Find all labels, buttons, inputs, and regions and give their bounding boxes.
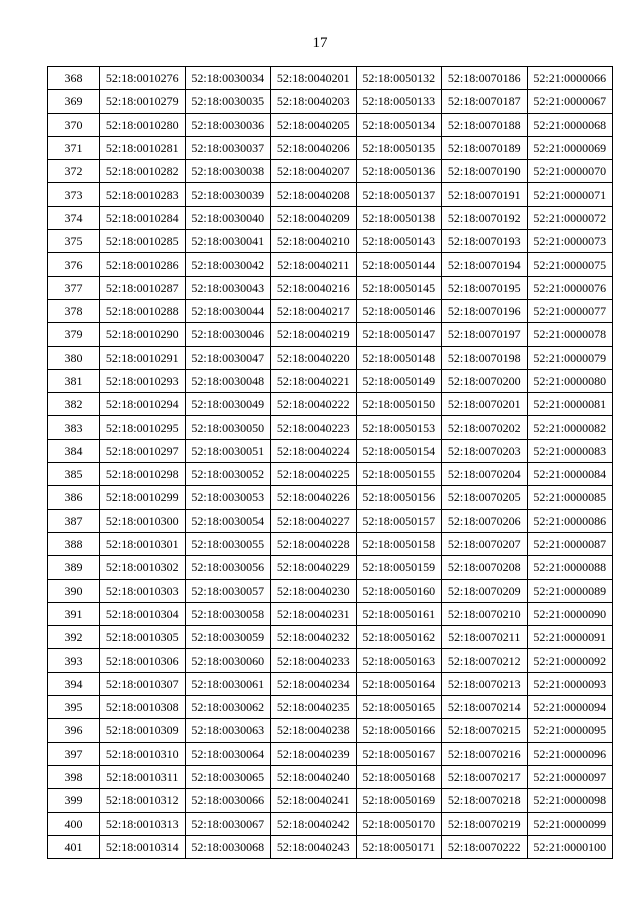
cadastral-number-cell: 52:18:0050146 (356, 299, 442, 322)
cadastral-number-cell: 52:18:0030052 (185, 463, 271, 486)
cadastral-number-cell: 52:21:0000069 (527, 136, 613, 159)
cadastral-number-cell: 52:18:0050170 (356, 812, 442, 835)
cadastral-number-cell: 52:18:0030063 (185, 719, 271, 742)
row-number-cell: 377 (48, 276, 100, 299)
cadastral-number-cell: 52:21:0000092 (527, 649, 613, 672)
table-row (48, 742, 613, 765)
table-row (48, 136, 613, 159)
cadastral-number-cell: 52:18:0050166 (356, 719, 442, 742)
cadastral-number-cell: 52:21:0000077 (527, 299, 613, 322)
cadastral-number-cell: 52:18:0040222 (271, 393, 357, 416)
cadastral-number-cell: 52:21:0000085 (527, 486, 613, 509)
cadastral-number-cell: 52:18:0030034 (185, 67, 271, 90)
cadastral-number-cell: 52:21:0000079 (527, 346, 613, 369)
cadastral-number-cell: 52:18:0070208 (442, 556, 528, 579)
table-row (48, 276, 613, 299)
row-number-cell: 370 (48, 113, 100, 136)
cadastral-number-cell: 52:18:0040206 (271, 136, 357, 159)
table-row (48, 835, 613, 858)
cadastral-number-cell: 52:18:0070211 (442, 626, 528, 649)
cadastral-number-cell: 52:18:0040217 (271, 299, 357, 322)
cadastral-number-cell: 52:18:0070187 (442, 90, 528, 113)
row-number-cell: 393 (48, 649, 100, 672)
cadastral-number-cell: 52:18:0040230 (271, 579, 357, 602)
cadastral-number-cell: 52:18:0040240 (271, 765, 357, 788)
cadastral-numbers-table (47, 66, 613, 859)
row-number-cell: 373 (48, 183, 100, 206)
cadastral-number-cell: 52:18:0040238 (271, 719, 357, 742)
cadastral-number-cell: 52:18:0030048 (185, 369, 271, 392)
row-number-cell: 395 (48, 696, 100, 719)
cadastral-number-cell: 52:21:0000087 (527, 532, 613, 555)
cadastral-number-cell: 52:18:0070197 (442, 323, 528, 346)
row-number-cell: 384 (48, 439, 100, 462)
cadastral-number-cell: 52:18:0010306 (100, 649, 186, 672)
cadastral-number-cell: 52:18:0030040 (185, 206, 271, 229)
cadastral-number-cell: 52:18:0070217 (442, 765, 528, 788)
cadastral-number-cell: 52:18:0050135 (356, 136, 442, 159)
table-body (48, 67, 613, 859)
cadastral-number-cell: 52:21:0000086 (527, 509, 613, 532)
cadastral-number-cell: 52:18:0040203 (271, 90, 357, 113)
cadastral-number-cell: 52:18:0070203 (442, 439, 528, 462)
cadastral-number-cell: 52:18:0030060 (185, 649, 271, 672)
cadastral-number-cell: 52:18:0070204 (442, 463, 528, 486)
cadastral-number-cell: 52:18:0030039 (185, 183, 271, 206)
cadastral-number-cell: 52:18:0040234 (271, 672, 357, 695)
cadastral-number-cell: 52:18:0010313 (100, 812, 186, 835)
cadastral-number-cell: 52:18:0070205 (442, 486, 528, 509)
cadastral-number-cell: 52:18:0010291 (100, 346, 186, 369)
row-number-cell: 401 (48, 835, 100, 858)
cadastral-number-cell: 52:18:0050158 (356, 532, 442, 555)
cadastral-number-cell: 52:18:0070189 (442, 136, 528, 159)
cadastral-number-cell: 52:18:0040211 (271, 253, 357, 276)
cadastral-number-cell: 52:18:0070196 (442, 299, 528, 322)
table-row (48, 113, 613, 136)
cadastral-number-cell: 52:18:0040208 (271, 183, 357, 206)
table-row (48, 719, 613, 742)
table-row (48, 672, 613, 695)
cadastral-number-cell: 52:18:0030056 (185, 556, 271, 579)
row-number-cell: 398 (48, 765, 100, 788)
table-row (48, 323, 613, 346)
cadastral-number-cell: 52:18:0050167 (356, 742, 442, 765)
cadastral-number-cell: 52:18:0070218 (442, 789, 528, 812)
row-number-cell: 399 (48, 789, 100, 812)
cadastral-number-cell: 52:18:0010297 (100, 439, 186, 462)
cadastral-number-cell: 52:18:0030049 (185, 393, 271, 416)
row-number-cell: 380 (48, 346, 100, 369)
cadastral-number-cell: 52:18:0010293 (100, 369, 186, 392)
cadastral-number-cell: 52:21:0000078 (527, 323, 613, 346)
row-number-cell: 382 (48, 393, 100, 416)
cadastral-number-cell: 52:18:0010311 (100, 765, 186, 788)
cadastral-number-cell: 52:18:0040228 (271, 532, 357, 555)
cadastral-number-cell: 52:18:0050171 (356, 835, 442, 858)
cadastral-number-cell: 52:18:0010298 (100, 463, 186, 486)
cadastral-number-cell: 52:21:0000067 (527, 90, 613, 113)
cadastral-number-cell: 52:18:0030041 (185, 230, 271, 253)
cadastral-number-cell: 52:18:0010283 (100, 183, 186, 206)
row-number-cell: 375 (48, 230, 100, 253)
cadastral-number-cell: 52:21:0000095 (527, 719, 613, 742)
cadastral-number-cell: 52:18:0030050 (185, 416, 271, 439)
cadastral-number-cell: 52:18:0040201 (271, 67, 357, 90)
row-number-cell: 374 (48, 206, 100, 229)
cadastral-number-cell: 52:18:0050159 (356, 556, 442, 579)
table-row (48, 579, 613, 602)
cadastral-number-cell: 52:18:0030042 (185, 253, 271, 276)
row-number-cell: 385 (48, 463, 100, 486)
cadastral-number-cell: 52:21:0000080 (527, 369, 613, 392)
cadastral-number-cell: 52:18:0010314 (100, 835, 186, 858)
cadastral-number-cell: 52:18:0030065 (185, 765, 271, 788)
cadastral-number-cell: 52:18:0040209 (271, 206, 357, 229)
cadastral-number-cell: 52:18:0030037 (185, 136, 271, 159)
cadastral-number-cell: 52:18:0070213 (442, 672, 528, 695)
table-row (48, 90, 613, 113)
cadastral-number-cell: 52:18:0030054 (185, 509, 271, 532)
cadastral-number-cell: 52:18:0010309 (100, 719, 186, 742)
cadastral-number-cell: 52:18:0010284 (100, 206, 186, 229)
cadastral-number-cell: 52:18:0010302 (100, 556, 186, 579)
table-row (48, 230, 613, 253)
cadastral-number-cell: 52:18:0030057 (185, 579, 271, 602)
cadastral-number-cell: 52:18:0030036 (185, 113, 271, 136)
cadastral-number-cell: 52:18:0050133 (356, 90, 442, 113)
cadastral-number-cell: 52:18:0030064 (185, 742, 271, 765)
row-number-cell: 390 (48, 579, 100, 602)
cadastral-number-cell: 52:18:0070188 (442, 113, 528, 136)
table-row (48, 369, 613, 392)
cadastral-number-cell: 52:18:0070207 (442, 532, 528, 555)
cadastral-number-cell: 52:21:0000098 (527, 789, 613, 812)
row-number-cell: 397 (48, 742, 100, 765)
cadastral-number-cell: 52:18:0070212 (442, 649, 528, 672)
cadastral-number-cell: 52:18:0070209 (442, 579, 528, 602)
row-number-cell: 386 (48, 486, 100, 509)
cadastral-number-cell: 52:18:0070195 (442, 276, 528, 299)
cadastral-number-cell: 52:18:0070186 (442, 67, 528, 90)
cadastral-number-cell: 52:18:0040243 (271, 835, 357, 858)
cadastral-number-cell: 52:18:0070216 (442, 742, 528, 765)
cadastral-number-cell: 52:18:0050147 (356, 323, 442, 346)
cadastral-number-cell: 52:18:0070206 (442, 509, 528, 532)
cadastral-number-cell: 52:18:0050161 (356, 602, 442, 625)
cadastral-number-cell: 52:21:0000088 (527, 556, 613, 579)
cadastral-number-cell: 52:18:0040223 (271, 416, 357, 439)
cadastral-number-cell: 52:18:0050153 (356, 416, 442, 439)
cadastral-number-cell: 52:21:0000084 (527, 463, 613, 486)
cadastral-number-cell: 52:18:0070215 (442, 719, 528, 742)
cadastral-number-cell: 52:18:0050149 (356, 369, 442, 392)
cadastral-number-cell: 52:18:0010280 (100, 113, 186, 136)
cadastral-number-cell: 52:18:0050134 (356, 113, 442, 136)
cadastral-number-cell: 52:18:0010300 (100, 509, 186, 532)
row-number-cell: 392 (48, 626, 100, 649)
cadastral-number-cell: 52:18:0050143 (356, 230, 442, 253)
cadastral-number-cell: 52:18:0040226 (271, 486, 357, 509)
cadastral-number-cell: 52:18:0040232 (271, 626, 357, 649)
table-row (48, 206, 613, 229)
cadastral-number-cell: 52:18:0010287 (100, 276, 186, 299)
cadastral-number-cell: 52:18:0050163 (356, 649, 442, 672)
cadastral-number-cell: 52:18:0040207 (271, 160, 357, 183)
cadastral-number-cell: 52:18:0030061 (185, 672, 271, 695)
cadastral-number-cell: 52:21:0000068 (527, 113, 613, 136)
row-number-cell: 381 (48, 369, 100, 392)
cadastral-number-cell: 52:21:0000072 (527, 206, 613, 229)
cadastral-number-cell: 52:18:0010303 (100, 579, 186, 602)
row-number-cell: 394 (48, 672, 100, 695)
cadastral-number-cell: 52:18:0010308 (100, 696, 186, 719)
cadastral-number-cell: 52:18:0010276 (100, 67, 186, 90)
cadastral-number-cell: 52:18:0050157 (356, 509, 442, 532)
cadastral-number-cell: 52:18:0050154 (356, 439, 442, 462)
cadastral-number-cell: 52:18:0070190 (442, 160, 528, 183)
cadastral-number-cell: 52:18:0030066 (185, 789, 271, 812)
cadastral-number-cell: 52:18:0010281 (100, 136, 186, 159)
cadastral-number-cell: 52:18:0040205 (271, 113, 357, 136)
table-row (48, 696, 613, 719)
cadastral-number-cell: 52:18:0010279 (100, 90, 186, 113)
table-row (48, 67, 613, 90)
table-row (48, 602, 613, 625)
row-number-cell: 396 (48, 719, 100, 742)
table-row (48, 789, 613, 812)
cadastral-number-cell: 52:18:0070198 (442, 346, 528, 369)
cadastral-number-cell: 52:18:0050160 (356, 579, 442, 602)
cadastral-number-cell: 52:18:0010312 (100, 789, 186, 812)
cadastral-number-cell: 52:18:0050156 (356, 486, 442, 509)
cadastral-number-cell: 52:18:0040239 (271, 742, 357, 765)
table-row (48, 183, 613, 206)
cadastral-number-cell: 52:18:0070193 (442, 230, 528, 253)
cadastral-number-cell: 52:21:0000089 (527, 579, 613, 602)
cadastral-number-cell: 52:18:0070191 (442, 183, 528, 206)
cadastral-number-cell: 52:18:0030046 (185, 323, 271, 346)
table-row (48, 416, 613, 439)
cadastral-number-cell: 52:21:0000093 (527, 672, 613, 695)
cadastral-number-cell: 52:18:0040231 (271, 602, 357, 625)
row-number-cell: 368 (48, 67, 100, 90)
table-row (48, 556, 613, 579)
table-row (48, 463, 613, 486)
page-number: 17 (312, 35, 328, 51)
row-number-cell: 383 (48, 416, 100, 439)
cadastral-number-cell: 52:18:0040233 (271, 649, 357, 672)
table-row (48, 346, 613, 369)
cadastral-number-cell: 52:18:0040229 (271, 556, 357, 579)
cadastral-number-cell: 52:18:0030047 (185, 346, 271, 369)
cadastral-number-cell: 52:21:0000082 (527, 416, 613, 439)
cadastral-number-cell: 52:18:0040227 (271, 509, 357, 532)
cadastral-number-cell: 52:18:0050145 (356, 276, 442, 299)
cadastral-number-cell: 52:21:0000090 (527, 602, 613, 625)
table-row (48, 299, 613, 322)
cadastral-number-cell: 52:18:0050165 (356, 696, 442, 719)
table-row (48, 649, 613, 672)
cadastral-number-cell: 52:18:0030062 (185, 696, 271, 719)
cadastral-number-cell: 52:21:0000066 (527, 67, 613, 90)
cadastral-number-cell: 52:18:0050138 (356, 206, 442, 229)
cadastral-number-cell: 52:18:0070192 (442, 206, 528, 229)
cadastral-number-cell: 52:18:0050169 (356, 789, 442, 812)
cadastral-number-cell: 52:18:0030055 (185, 532, 271, 555)
cadastral-number-cell: 52:18:0030035 (185, 90, 271, 113)
row-number-cell: 400 (48, 812, 100, 835)
cadastral-number-cell: 52:18:0010304 (100, 602, 186, 625)
cadastral-number-cell: 52:21:0000070 (527, 160, 613, 183)
table-row (48, 812, 613, 835)
table-row (48, 509, 613, 532)
cadastral-number-cell: 52:21:0000076 (527, 276, 613, 299)
cadastral-number-cell: 52:18:0010285 (100, 230, 186, 253)
cadastral-number-cell: 52:18:0050162 (356, 626, 442, 649)
cadastral-number-cell: 52:21:0000091 (527, 626, 613, 649)
table-row (48, 439, 613, 462)
row-number-cell: 378 (48, 299, 100, 322)
cadastral-number-cell: 52:21:0000075 (527, 253, 613, 276)
table-row (48, 532, 613, 555)
cadastral-number-cell: 52:18:0010305 (100, 626, 186, 649)
row-number-cell: 371 (48, 136, 100, 159)
cadastral-number-cell: 52:18:0010307 (100, 672, 186, 695)
table-row (48, 160, 613, 183)
table-row (48, 626, 613, 649)
cadastral-number-cell: 52:18:0010294 (100, 393, 186, 416)
cadastral-number-cell: 52:21:0000096 (527, 742, 613, 765)
cadastral-number-cell: 52:18:0030058 (185, 602, 271, 625)
cadastral-number-cell: 52:18:0050136 (356, 160, 442, 183)
cadastral-number-cell: 52:21:0000100 (527, 835, 613, 858)
row-number-cell: 388 (48, 532, 100, 555)
row-number-cell: 391 (48, 602, 100, 625)
cadastral-number-cell: 52:18:0010282 (100, 160, 186, 183)
cadastral-number-cell: 52:18:0070222 (442, 835, 528, 858)
cadastral-number-cell: 52:21:0000097 (527, 765, 613, 788)
cadastral-number-cell: 52:18:0050144 (356, 253, 442, 276)
cadastral-number-cell: 52:18:0010301 (100, 532, 186, 555)
cadastral-number-cell: 52:18:0010299 (100, 486, 186, 509)
cadastral-number-cell: 52:18:0040225 (271, 463, 357, 486)
cadastral-number-cell: 52:18:0040241 (271, 789, 357, 812)
cadastral-number-cell: 52:18:0050132 (356, 67, 442, 90)
cadastral-number-cell: 52:18:0070219 (442, 812, 528, 835)
cadastral-number-cell: 52:21:0000071 (527, 183, 613, 206)
cadastral-number-cell: 52:18:0040216 (271, 276, 357, 299)
row-number-cell: 389 (48, 556, 100, 579)
cadastral-number-cell: 52:18:0010288 (100, 299, 186, 322)
cadastral-number-cell: 52:18:0050137 (356, 183, 442, 206)
cadastral-number-cell: 52:18:0010290 (100, 323, 186, 346)
cadastral-number-cell: 52:21:0000083 (527, 439, 613, 462)
cadastral-number-cell: 52:18:0030067 (185, 812, 271, 835)
cadastral-number-cell: 52:21:0000099 (527, 812, 613, 835)
cadastral-number-cell: 52:18:0070214 (442, 696, 528, 719)
cadastral-number-cell: 52:18:0040220 (271, 346, 357, 369)
cadastral-number-cell: 52:18:0050148 (356, 346, 442, 369)
cadastral-number-cell: 52:18:0030044 (185, 299, 271, 322)
row-number-cell: 372 (48, 160, 100, 183)
cadastral-number-cell: 52:18:0040242 (271, 812, 357, 835)
cadastral-number-cell: 52:18:0040210 (271, 230, 357, 253)
table-row (48, 486, 613, 509)
table-row (48, 765, 613, 788)
cadastral-number-cell: 52:18:0030051 (185, 439, 271, 462)
table-row (48, 393, 613, 416)
cadastral-number-cell: 52:18:0010286 (100, 253, 186, 276)
cadastral-number-cell: 52:18:0030043 (185, 276, 271, 299)
cadastral-number-cell: 52:21:0000081 (527, 393, 613, 416)
cadastral-number-cell: 52:18:0070194 (442, 253, 528, 276)
cadastral-number-cell: 52:18:0010310 (100, 742, 186, 765)
table-row (48, 253, 613, 276)
cadastral-number-cell: 52:18:0050164 (356, 672, 442, 695)
row-number-cell: 376 (48, 253, 100, 276)
cadastral-number-cell: 52:18:0050155 (356, 463, 442, 486)
cadastral-number-cell: 52:18:0040221 (271, 369, 357, 392)
cadastral-number-cell: 52:18:0030068 (185, 835, 271, 858)
cadastral-number-cell: 52:18:0070201 (442, 393, 528, 416)
cadastral-number-cell: 52:18:0070210 (442, 602, 528, 625)
cadastral-number-cell: 52:18:0070200 (442, 369, 528, 392)
cadastral-number-cell: 52:18:0040224 (271, 439, 357, 462)
cadastral-number-cell: 52:21:0000094 (527, 696, 613, 719)
cadastral-number-cell: 52:18:0070202 (442, 416, 528, 439)
cadastral-number-cell: 52:18:0040235 (271, 696, 357, 719)
cadastral-number-cell: 52:18:0050168 (356, 765, 442, 788)
row-number-cell: 369 (48, 90, 100, 113)
cadastral-number-cell: 52:18:0030059 (185, 626, 271, 649)
cadastral-number-cell: 52:21:0000073 (527, 230, 613, 253)
row-number-cell: 387 (48, 509, 100, 532)
cadastral-number-cell: 52:18:0030053 (185, 486, 271, 509)
cadastral-number-cell: 52:18:0050150 (356, 393, 442, 416)
row-number-cell: 379 (48, 323, 100, 346)
cadastral-number-cell: 52:18:0010295 (100, 416, 186, 439)
cadastral-number-cell: 52:18:0030038 (185, 160, 271, 183)
cadastral-number-cell: 52:18:0040219 (271, 323, 357, 346)
